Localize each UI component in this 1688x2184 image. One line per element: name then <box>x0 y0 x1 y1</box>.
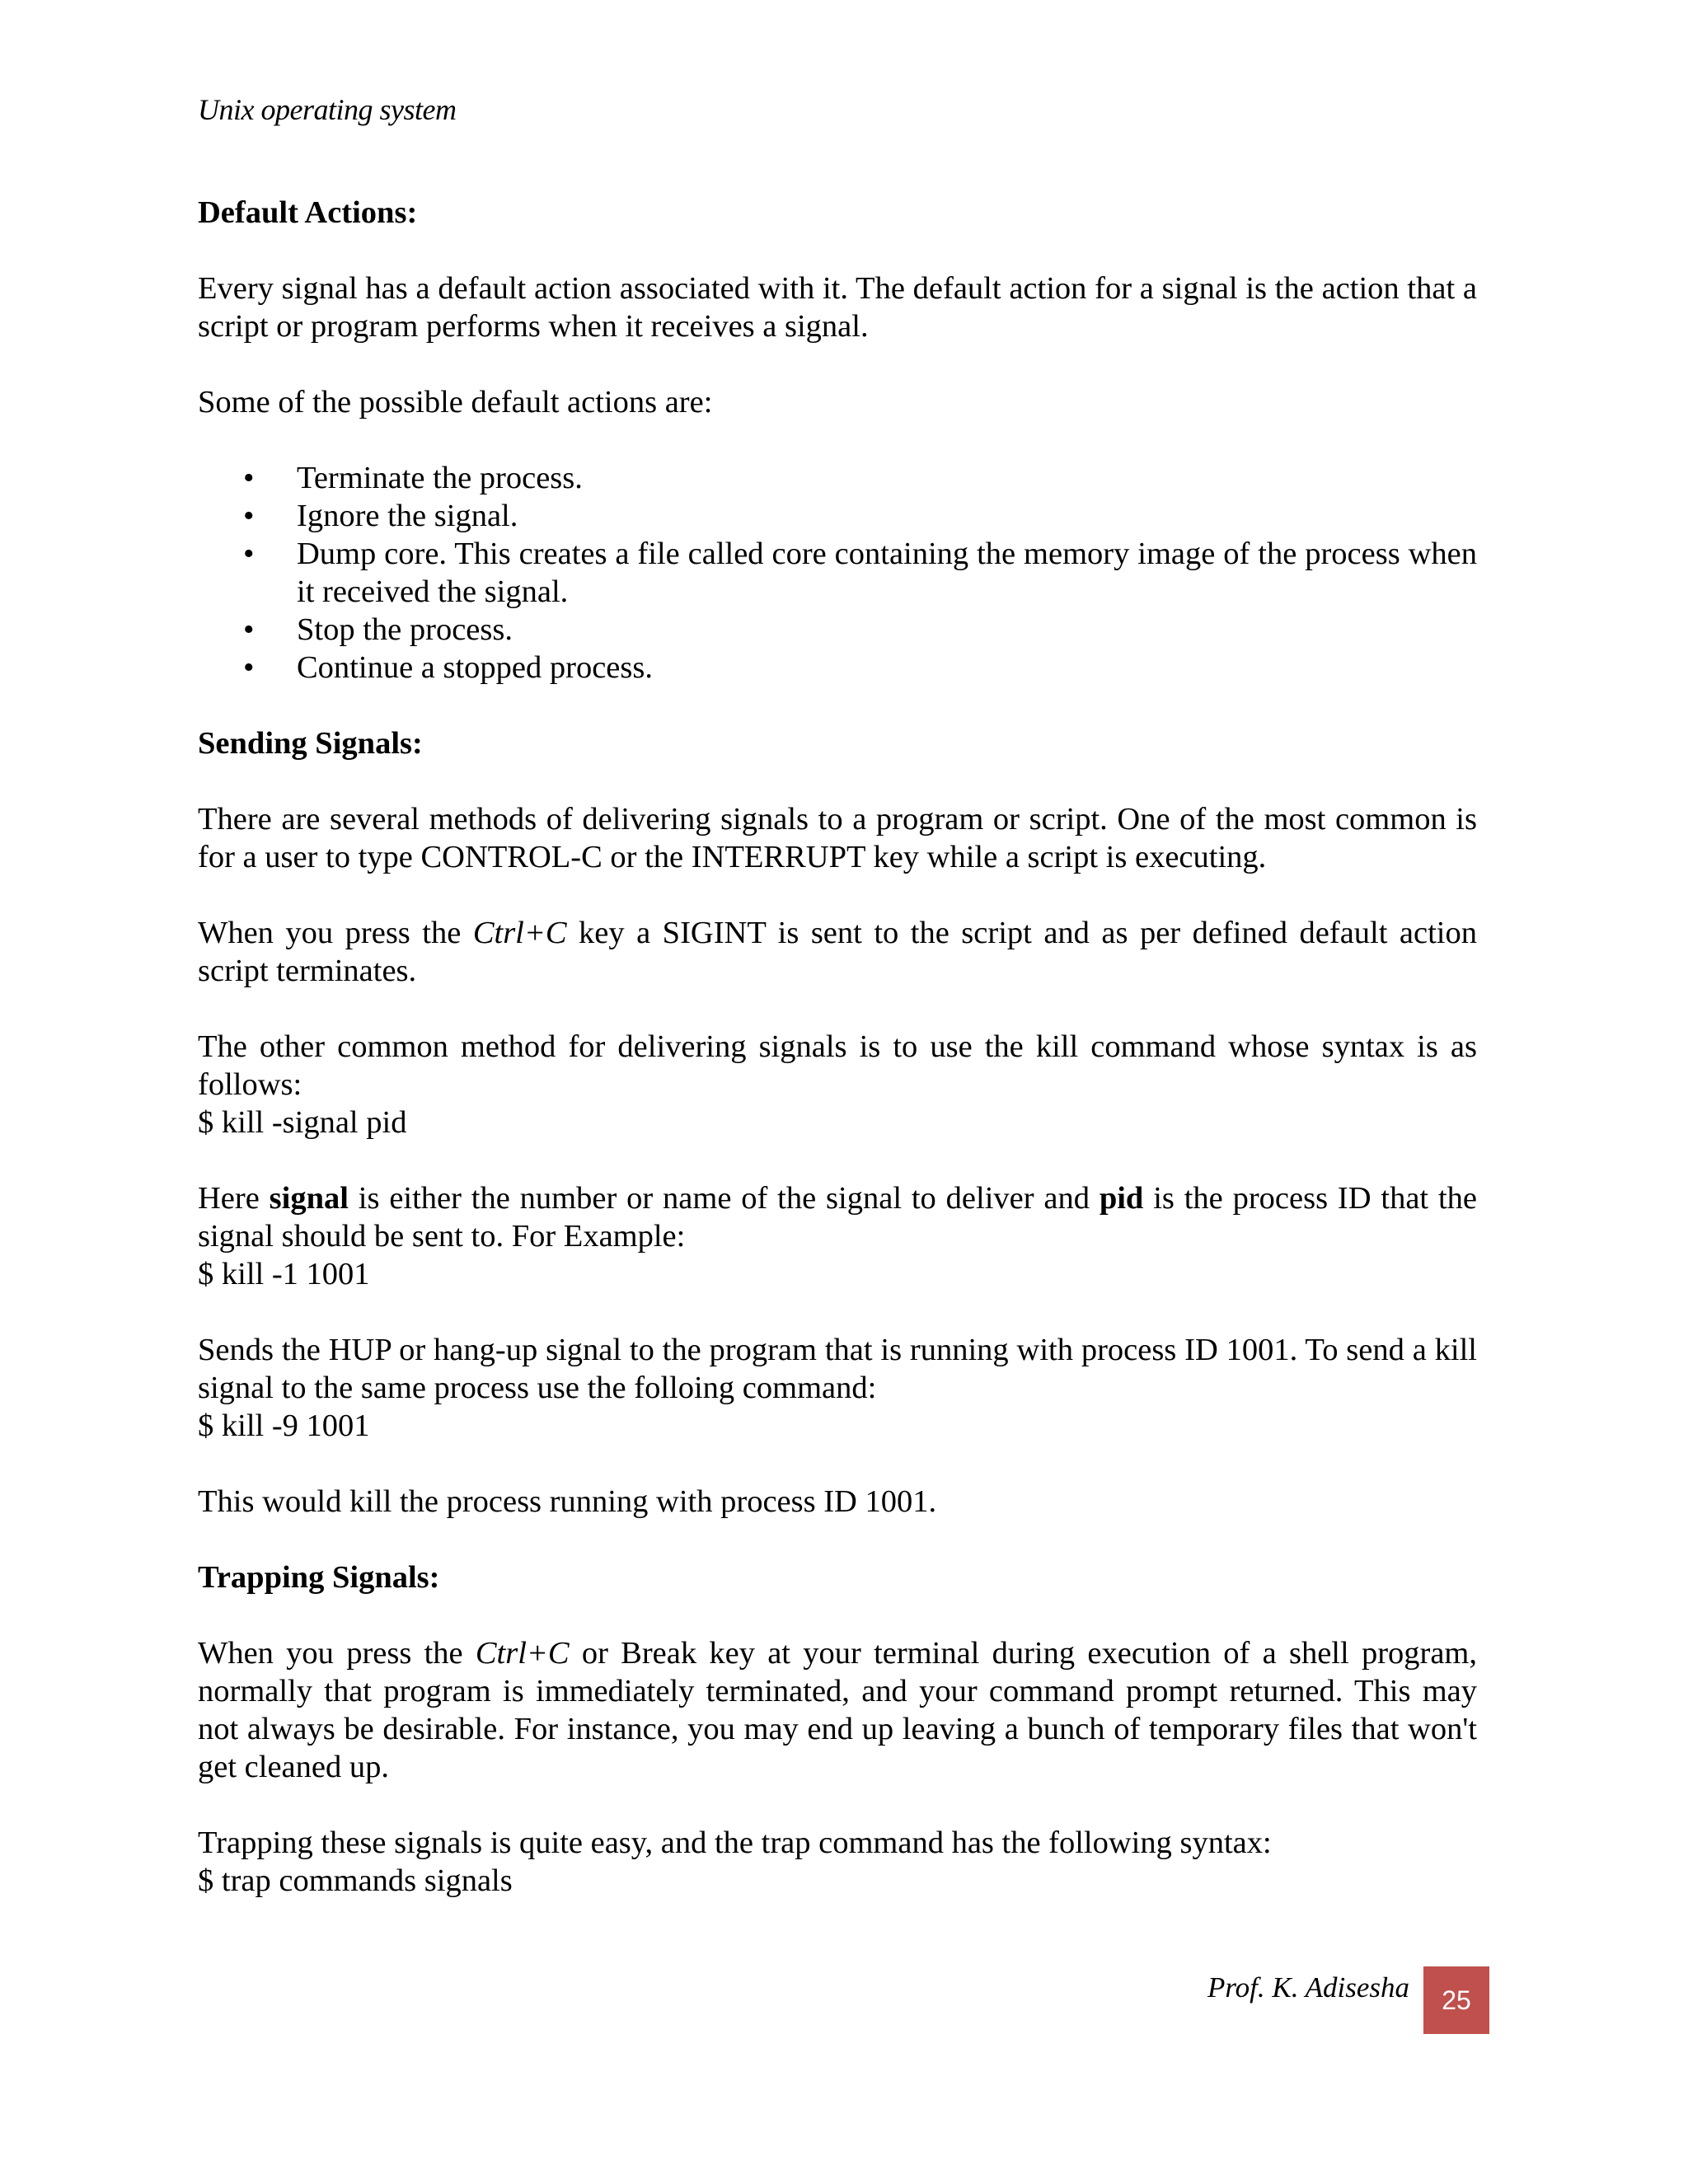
text-run: is either the number or name of the signal to deliver and <box>348 1181 1100 1216</box>
paragraph <box>198 914 1477 990</box>
footer-author: Prof. K. Adisesha <box>1207 1971 1409 2004</box>
text-run: Trapping these signals is quite easy, and the trap command has the following syntax: <box>198 1825 1272 1860</box>
paragraph: This would kill the process running with process ID 1001. <box>198 1484 937 1519</box>
paragraph: Some of the possible default actions are: <box>198 385 713 419</box>
text-run: or Break key at your terminal during execution of a shell program, normally that program is immediately terminated, and your command prompt returned. This may not always be desirable. For instance, you may end up leaving a bunch of temporary files that won't get cleaned up. <box>198 1636 1477 1784</box>
list-item-text: Terminate the process. <box>297 461 583 495</box>
list-item <box>198 611 1477 649</box>
paragraph <box>198 1179 1477 1293</box>
heading-trapping-signals: Trapping Signals: <box>198 1560 440 1595</box>
paragraph <box>198 1824 1477 1900</box>
default-actions-list <box>198 459 1477 687</box>
heading-default-actions: Default Actions: <box>198 195 418 230</box>
heading-sending-signals: Sending Signals: <box>198 726 423 761</box>
command-line: $ kill -9 1001 <box>198 1408 370 1443</box>
text-run: When you press the <box>198 916 473 950</box>
key-combo: Ctrl+C <box>475 1636 570 1671</box>
list-item <box>198 459 1477 497</box>
page-content <box>198 194 1477 1938</box>
list-item-text: Continue a stopped process. <box>297 650 653 685</box>
list-item <box>198 649 1477 687</box>
term-signal: signal <box>269 1181 349 1216</box>
text-run: Here <box>198 1181 270 1216</box>
paragraph <box>198 1028 1477 1141</box>
running-header: Unix operating system <box>198 93 457 126</box>
paragraph <box>198 1634 1477 1786</box>
list-item-text: Dump core. This creates a file called core containing the memory image of the process when it received the signal. <box>297 537 1477 609</box>
command-line: $ trap commands signals <box>198 1863 513 1898</box>
bullet-icon: • <box>243 499 255 533</box>
bullet-icon: • <box>243 612 255 647</box>
list-item <box>198 497 1477 535</box>
list-item-text: Ignore the signal. <box>297 499 518 533</box>
command-line: $ kill -1 1001 <box>198 1257 370 1291</box>
text-run: is the process ID that the signal should be sent to. For Example: <box>198 1181 1477 1254</box>
paragraph: Every signal has a default action associated with it. The default action for a signal is the action that a script or program performs when it receives a signal. <box>198 271 1477 344</box>
text-run: key a SIGINT is sent to the script and as per defined default action script terminates. <box>198 916 1478 988</box>
list-item <box>198 535 1477 611</box>
text-run: Sends the HUP or hang-up signal to the program that is running with process ID 1001. To send a kill signal to the same process use the folloing command: <box>198 1333 1477 1405</box>
paragraph: There are several methods of delivering signals to a program or script. One of the most common is for a user to type CONTROL-C or the INTERRUPT key while a script is executing. <box>198 802 1477 874</box>
page-number-badge: 25 <box>1423 1966 1489 2034</box>
command-line: $ kill -signal pid <box>198 1105 407 1140</box>
bullet-icon: • <box>243 461 255 495</box>
paragraph <box>198 1331 1477 1445</box>
text-run: The other common method for delivering signals is to use the kill command whose syntax is as follows: <box>198 1029 1477 1102</box>
key-combo: Ctrl+C <box>472 916 567 950</box>
bullet-icon: • <box>243 650 255 685</box>
bullet-icon: • <box>243 537 255 571</box>
text-run: When you press the <box>198 1636 476 1671</box>
list-item-text: Stop the process. <box>297 612 513 647</box>
term-pid: pid <box>1099 1181 1144 1216</box>
